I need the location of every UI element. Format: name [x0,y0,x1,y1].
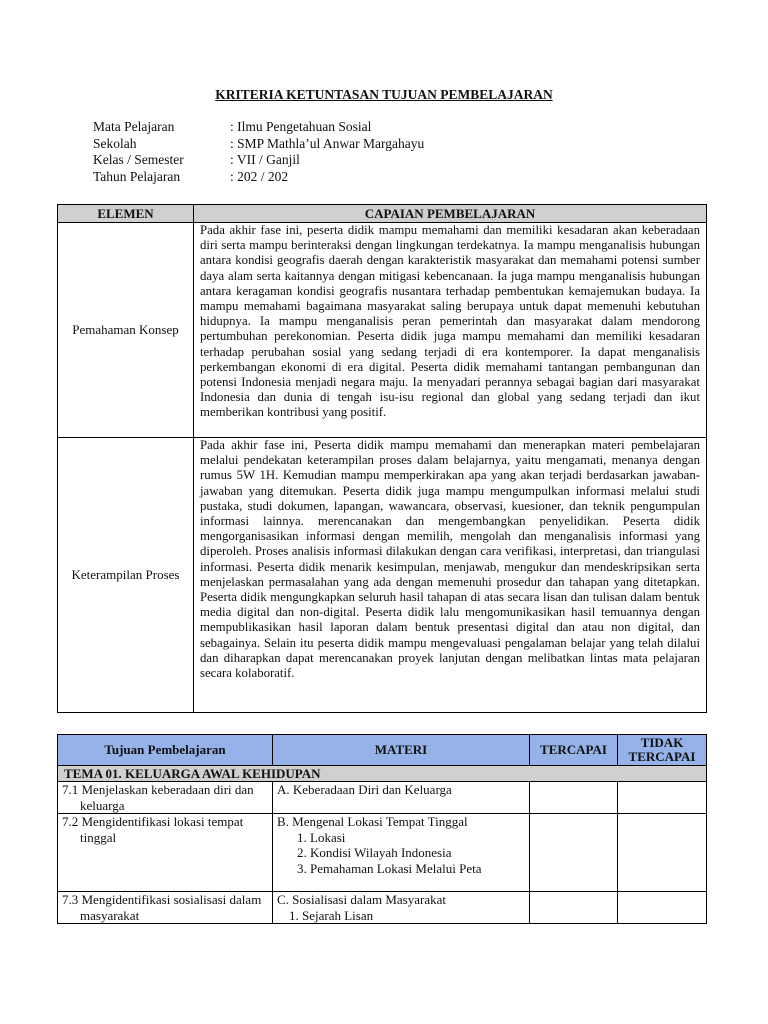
column-header-not-achieved: TIDAK TERCAPAI [618,735,707,766]
material-title: B. Mengenal Lokasi Tempat Tinggal [277,814,468,829]
material-item: 1. Sejarah Lisan [289,907,374,923]
info-label: Kelas / Semester [93,152,184,168]
column-header-objective: Tujuan Pembelajaran [58,735,273,766]
material-title: C. Sosialisasi dalam Masyarakat [277,892,446,907]
element-name: Pemahaman Konsep [58,223,194,438]
achieved-checkbox-cell[interactable] [530,782,618,814]
theme-row [58,766,707,782]
table-row [58,223,707,438]
info-label: Tahun Pelajaran [93,169,181,185]
document-title: KRITERIA KETUNTASAN TUJUAN PEMBELAJARAN [215,87,553,102]
column-header-achieved: TERCAPAI [530,735,618,766]
theme-title: TEMA 01. KELUARGA AWAL KEHIDUPAN [58,766,707,782]
info-label: Sekolah [93,135,137,151]
learning-outcomes-table [57,204,707,713]
info-value: : 202 / 202 [230,169,289,185]
not-achieved-checkbox-cell[interactable] [618,892,707,924]
learning-objectives-table [57,734,707,924]
material-cell [273,782,530,814]
info-value: : VII / Ganjil [230,152,300,168]
info-label: Mata Pelajaran [93,119,175,134]
not-achieved-checkbox-cell[interactable] [618,814,707,892]
objective-cell [58,814,273,892]
material-cell [273,892,530,924]
material-title: A. Keberadaan Diri dan Keluarga [277,782,452,797]
info-value: : SMP Mathla’ul Anwar Margahayu [230,135,425,151]
info-row-year [93,169,424,186]
table-row [58,892,707,924]
table-row [58,438,707,713]
column-header-outcome: CAPAIAN PEMBELAJARAN [194,205,707,223]
material-item: 2. Kondisi Wilayah Indonesia [297,845,452,860]
subject-info [93,119,424,186]
material-item: 1. Lokasi [297,829,346,845]
table-row [58,814,707,892]
objective-text: 7.3 Mengidentifikasi sosialisasi dalam masyarakat [62,892,262,923]
column-header-material: MATERI [273,735,530,766]
column-header-element: ELEMEN [58,205,194,223]
table-header-row [58,735,707,766]
outcome-text: Pada akhir fase ini, peserta didik mampu memahami dan memiliki kesadaran akan keberadaan diri serta mampu berinteraksi dengan lingkungan terdekatnya. Ia mampu menganalisis hubungan antara kondisi geografis daerah dengan karakteristik masyarakat dan memahami potensi sumber daya alam serta kaitannya dengan mitigasi kebencanaan. Ia juga mampu menganalisis hubungan antara keragaman kondisi geografis nusantara terhadap pembentukan kemajemukan budaya. Ia mampu memahami bagaimana masyarakat saling berupaya untuk dapat memenuhi kebutuhan hidupnya. Ia mampu menganalisis peran pemerintah dan masyarakat dalam mendorong pertumbuhan perekonomian. Peserta didik juga mampu memahami dan memiliki kesadaran terhadap perubahan sosial yang sedang terjadi di era kontemporer. Ia dapat menganalisis perkembangan ekonomi di era digital. Peserta didik memahami tantangan pembangunan dan potensi Indonesia menjadi negara maju. Ia menyadari perannya sebagai bagian dari masyarakat Indonesia dan dunia di tengah isu-isu regional dan global yang sedang terjadi dan ikut memberikan kontribusi yang positif. [194,223,707,438]
table-row [58,782,707,814]
objective-text: 7.2 Mengidentifikasi lokasi tempat tinggal [62,814,244,845]
objective-text: 7.1 Menjelaskan keberadaan diri dan keluarga [62,782,254,813]
element-name: Keterampilan Proses [58,438,194,713]
objective-cell [58,892,273,924]
info-value: : Ilmu Pengetahuan Sosial [230,119,372,134]
material-item: 3. Pemahaman Lokasi Melalui Peta [297,860,482,876]
not-achieved-checkbox-cell[interactable] [618,782,707,814]
achieved-checkbox-cell[interactable] [530,814,618,892]
achieved-checkbox-cell[interactable] [530,892,618,924]
info-row-subject [93,119,424,136]
table-header-row [58,205,707,223]
info-row-class [93,152,424,169]
outcome-text: Pada akhir fase ini, Peserta didik mampu memahami dan menerapkan materi pembelajaran melalui pendekatan keterampilan proses dalam belajarnya, yaitu mengamati, menanya dengan rumus 5W 1H. Kemudian mampu memperkirakan apa yang akan terjadi berdasarkan jawaban-jawaban yang ditemukan. Peserta didik juga mampu mengumpulkan informasi melalui studi pustaka, studi dokumen, lapangan, wawancara, observasi, kuesioner, dan teknik pengumpulan informasi lainnya. merencanakan dan mengembangkan penyelidikan. Peserta didik mengorganisasikan informasi dengan memilih, mengolah dan menganalisis informasi yang diperoleh. Proses analisis informasi dilakukan dengan cara verifikasi, interpretasi, dan triangulasi informasi. Peserta didik menarik kesimpulan, menjawab, mengukur dan mendeskripsikan serta menjelaskan permasalahan yang ada dengan memenuhi prosedur dan tahapan yang ditetapkan. Peserta didik mengungkapkan seluruh hasil tahapan di atas secara lisan dan tulisan dalam bentuk media digital dan non-digital. Peserta didik lalu mengomunikasikan hasil temuannya dengan mempublikasikan hasil laporan dalam bentuk presentasi digital dan atau non digital, dan sebagainya. Selain itu peserta didik mampu mengevaluasi pengalaman belajar yang telah dilalui dan diharapkan dapat merencanakan proyek lanjutan dengan melibatkan lintas mata pelajaran secara kolaboratif. [194,438,707,713]
info-row-school [93,136,424,153]
objective-cell [58,782,273,814]
material-cell [273,814,530,892]
